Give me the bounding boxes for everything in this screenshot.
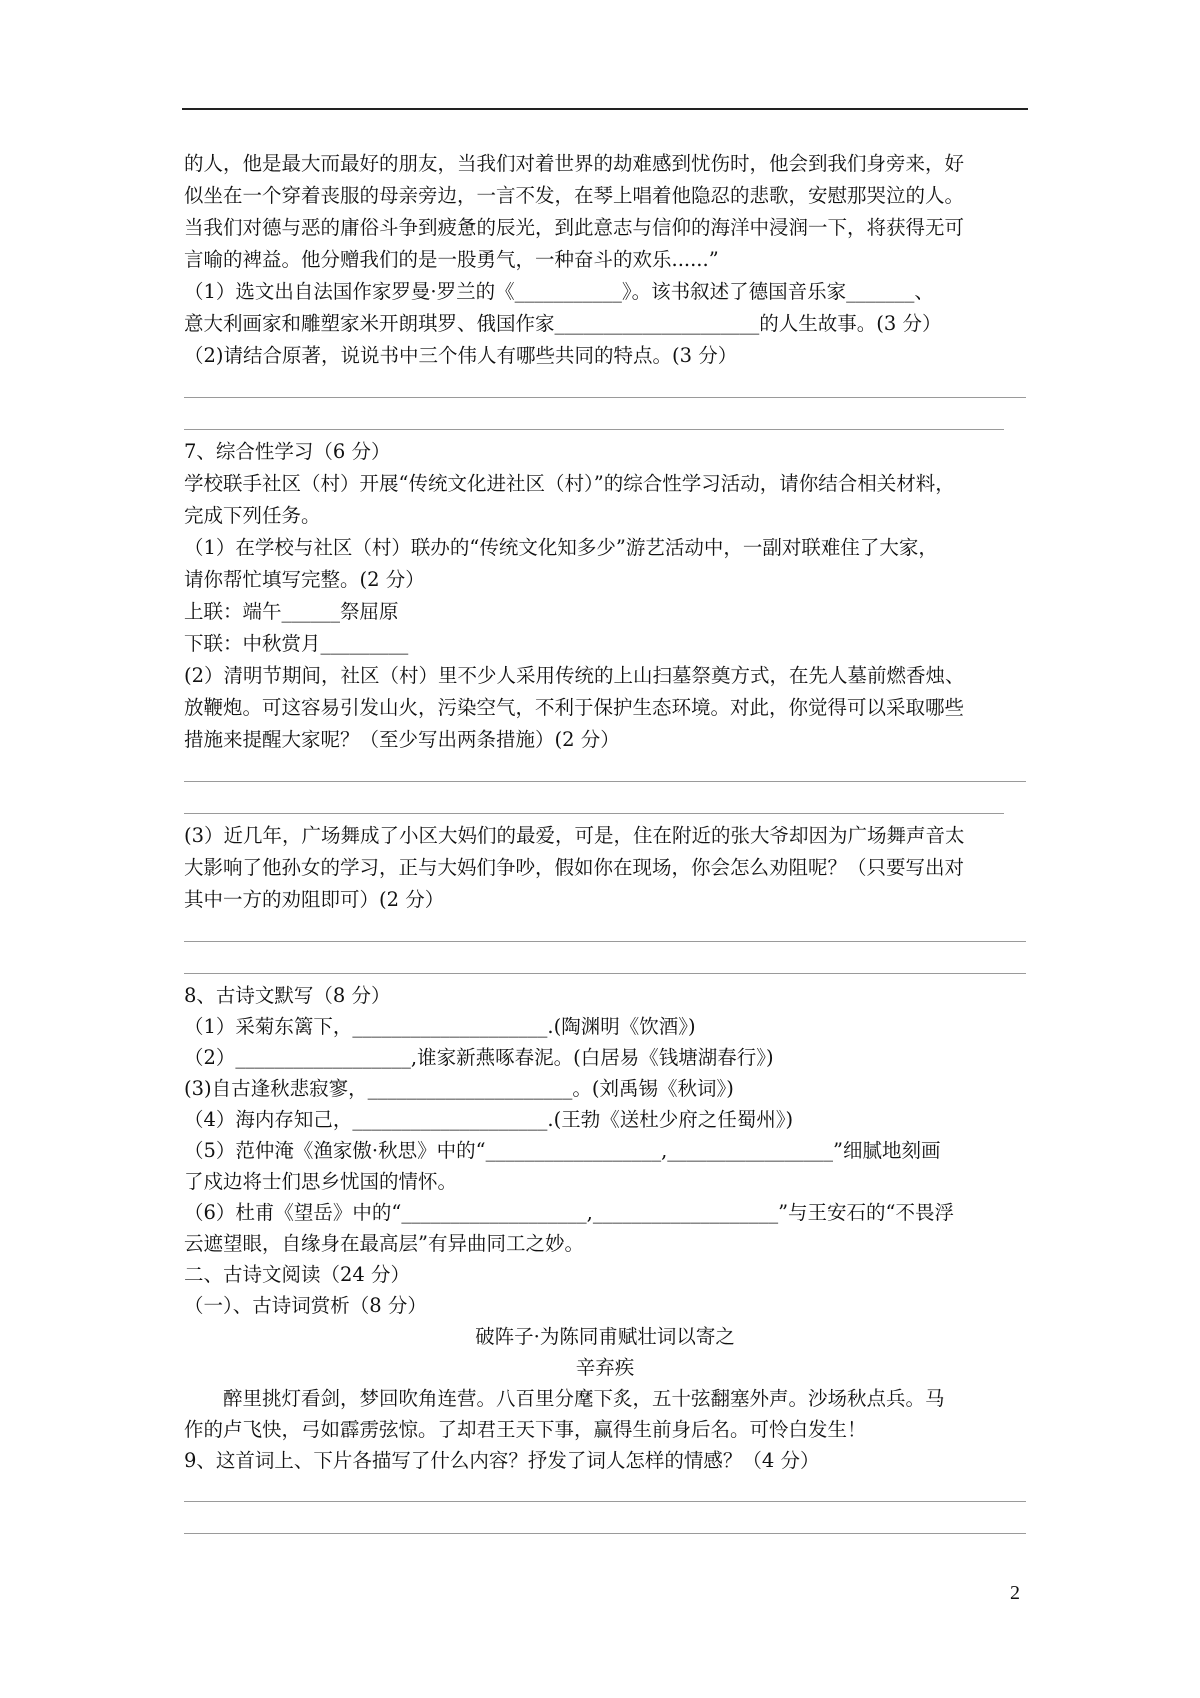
poem-text: 作的卢飞快，弓如霹雳弦惊。了却君王天下事，赢得生前身后名。可怜白发生！ (184, 1418, 867, 1441)
page-number: 2 (1010, 1582, 1020, 1604)
text-line: 言喻的裨益。他分赠我们的是一股勇气，一种奋斗的欢乐......” (184, 248, 719, 271)
question-8-1: （1）采菊东篱下，____________________.(陶渊明《饮酒》) (184, 1015, 696, 1038)
text-line: 意大利画家和雕塑家米开朗琪罗、俄国作家_____________________的人生故事。(3 分） (184, 312, 942, 335)
question-8-heading: 8、古诗文默写（8 分） (184, 984, 391, 1007)
text-line: 其中一方的劝阻即可）(2 分） (184, 888, 445, 911)
text-line: 学校联手社区（村）开展“传统文化进社区（村）”的综合性学习活动，请你结合相关材料， (184, 472, 955, 495)
couplet-lower: 下联：中秋赏月_________ (184, 632, 409, 655)
question-7-3: (3）近几年，广场舞成了小区大妈们的最爱，可是，住在附近的张大爷却因为广场舞声音太 (184, 824, 965, 847)
answer-line[interactable] (184, 756, 1026, 788)
text-line: 大影响了他孙女的学习，正与大妈们争吵，假如你在现场，你会怎么劝阻呢？（只要写出对 (184, 856, 965, 879)
text-line: 当我们对德与恶的庸俗斗争到疲惫的辰光，到此意志与信仰的海洋中浸润一下，将获得无可 (184, 216, 965, 239)
question-8-2: （2）__________________,谁家新燕啄春泥。(白居易《钱塘湖春行》) (184, 1046, 774, 1069)
text-line: 了戍边将士们思乡忧国的情怀。 (184, 1170, 458, 1193)
question-8-6: （6）杜甫《望岳》中的“___________________,___________________”与王安石的“不畏浮 (184, 1201, 955, 1224)
subsection-heading: （一）、古诗词赏析（8 分） (184, 1294, 427, 1317)
question-8-4: （4）海内存知己，____________________.(王勃《送杜少府之任蜀州》) (184, 1108, 794, 1131)
text-line: 完成下列任务。 (184, 504, 321, 527)
question-7-2: (2）清明节期间，社区（村）里不少人采用传统的上山扫墓祭奠方式，在先人墓前燃香烛、 (184, 664, 965, 687)
answer-line[interactable] (184, 404, 1026, 436)
poem-title: 破阵子·为陈同甫赋壮词以寄之 (475, 1325, 735, 1348)
answer-line[interactable] (184, 788, 1026, 820)
answer-line[interactable] (184, 1508, 1026, 1540)
poem-author: 辛弃疾 (575, 1356, 635, 1379)
text-line: 云遮望眼，自缘身在最高层”有异曲同工之妙。 (184, 1232, 584, 1255)
text-line: 的人，他是最大而最好的朋友，当我们对着世界的劫难感到忧伤时，他会到我们身旁来，好 (184, 152, 965, 175)
text-line: 放鞭炮。可这容易引发山火，污染空气，不利于保护生态环境。对此，你觉得可以采取哪些 (184, 696, 965, 719)
question-6-2: （2)请结合原著，说说书中三个伟人有哪些共同的特点。(3 分） (184, 344, 738, 367)
section-2-heading: 二、古诗文阅读（24 分） (184, 1263, 411, 1286)
question-8-5: （5）范仲淹《渔家傲·秋思》中的“__________________,_________________”细腻地刻画 (184, 1139, 941, 1162)
answer-line[interactable] (184, 1476, 1026, 1508)
question-9: 9、这首词上、下片各描写了什么内容？抒发了词人怎样的情感？（4 分） (184, 1449, 820, 1472)
answer-line[interactable] (184, 916, 1026, 948)
question-7-1: （1）在学校与社区（村）联办的“传统文化知多少”游艺活动中，一副对联难住了大家， (184, 536, 938, 559)
answer-line[interactable] (184, 372, 1026, 404)
question-6-1: （1）选文出自法国作家罗曼·罗兰的《___________》。该书叙述了德国音乐家_______、 (184, 280, 934, 303)
answer-line[interactable] (184, 948, 1026, 980)
text-line: 似坐在一个穿着丧服的母亲旁边，一言不发，在琴上唱着他隐忍的悲歌，安慰那哭泣的人。 (184, 184, 965, 207)
page-content (184, 148, 1026, 1540)
text-line: 措施来提醒大家呢？（至少写出两条措施）(2 分） (184, 728, 620, 751)
question-7-heading: 7、综合性学习（6 分） (184, 440, 391, 463)
couplet-upper: 上联：端午______祭屈原 (184, 600, 399, 623)
poem-text: 醉里挑灯看剑，梦回吹角连营。八百里分麾下炙，五十弦翻塞外声。沙场秋点兵。马 (223, 1387, 945, 1410)
question-8-3: (3)自古逢秋悲寂寥，_____________________。(刘禹锡《秋词》) (184, 1077, 734, 1100)
header-rule (182, 108, 1028, 110)
text-line: 请你帮忙填写完整。(2 分） (184, 568, 425, 591)
